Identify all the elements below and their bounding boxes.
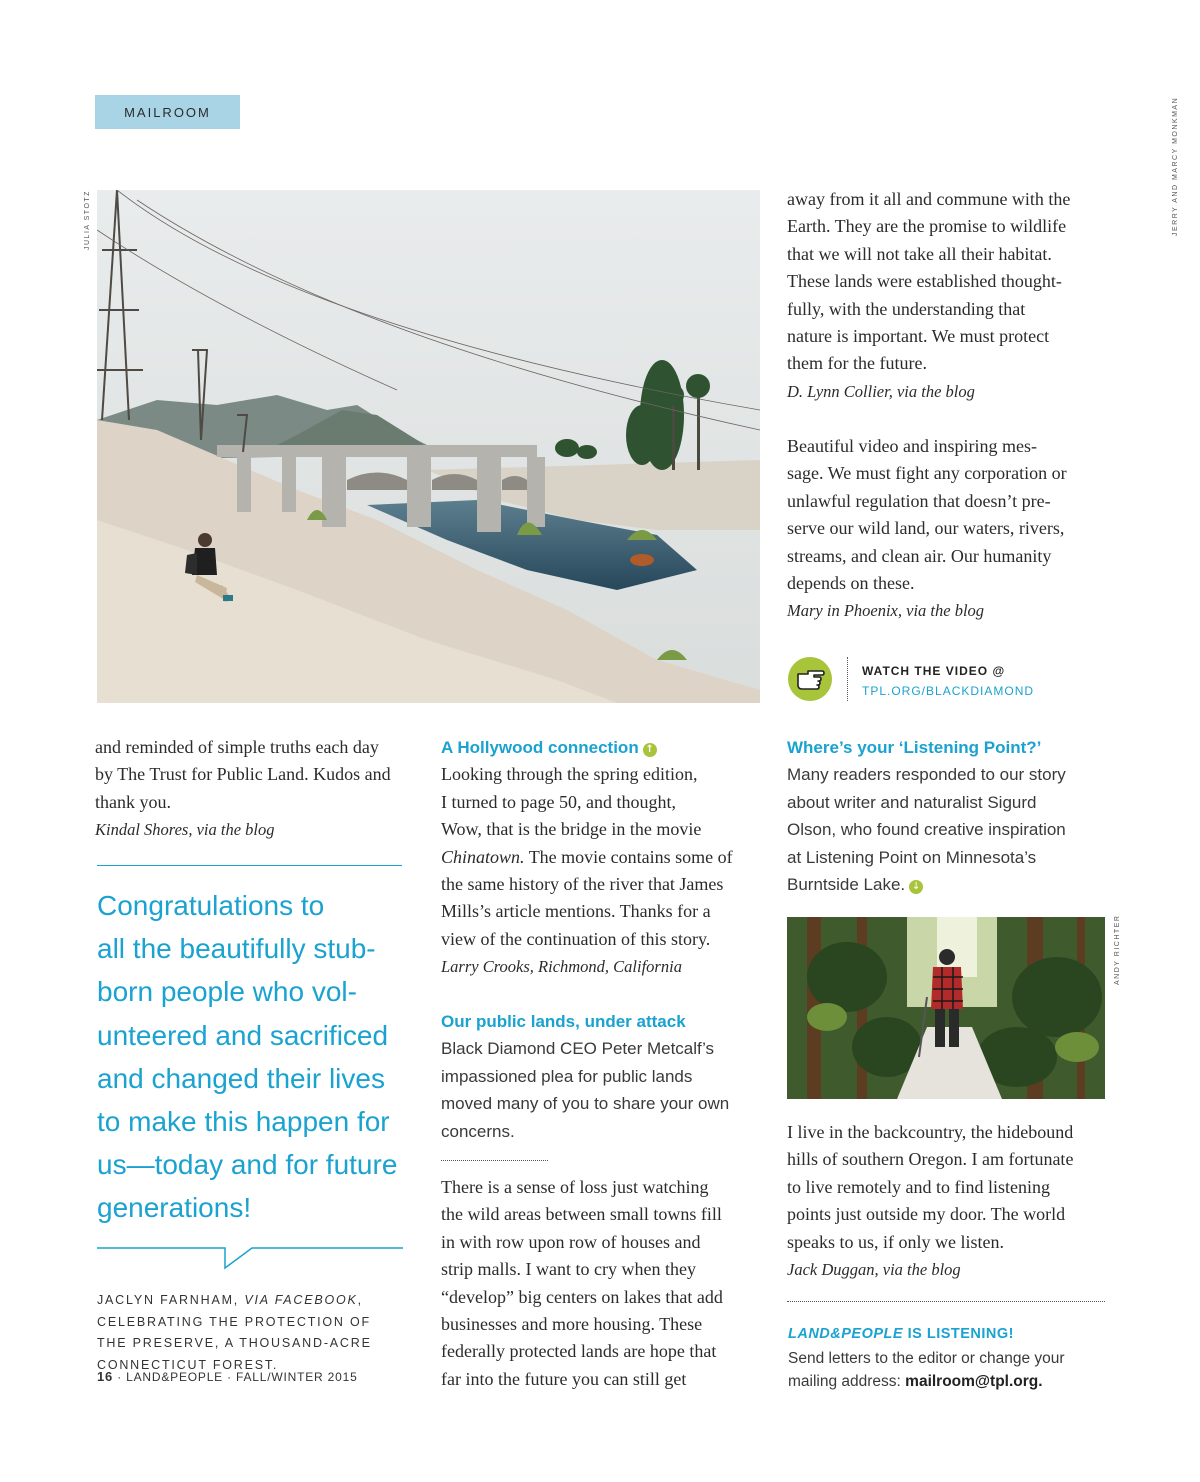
footer-text: · LAND&PEOPLE · FALL/WINTER 2015 [117,1370,358,1384]
pointing-hand-icon[interactable] [788,657,832,701]
page-number: 16 [97,1369,114,1384]
video-link[interactable]: TPL.ORG/BLACKDIAMOND [862,684,1035,698]
quote-line: all the beautifully stub- [97,933,376,965]
text-line: Many readers responded to our story [787,765,1066,785]
hollywood-heading: A Hollywood connection ↑ [441,734,761,761]
text-line: depends on these. [787,573,915,594]
attribution-line: CONNECTICUT FOREST. [97,1358,279,1373]
video-title: WATCH THE VIDEO @ [862,664,1006,678]
video-divider [847,657,848,701]
text-line: mailing address: mailroom@tpl.org. [788,1373,1043,1390]
attribution-line: JACLYN FARNHAM, VIA FACEBOOK, [97,1293,363,1307]
text-line: to live remotely and to find listening [787,1176,1050,1197]
page-footer [97,1369,358,1384]
attack-section [441,1008,761,1145]
letter-phoenix [787,433,1117,625]
quote-line: Congratulations to [97,890,325,921]
photo-credit-top-right: JERRY AND MARCY MONKMAN [1172,96,1179,236]
text-line: Black Diamond CEO Peter Metcalf’s [441,1039,715,1059]
quote-line: and changed their lives [97,1062,385,1094]
text-line: Beautiful video and inspiring mes- [787,436,1037,456]
text-line: at Listening Point on Minnesota’s [787,847,1037,867]
pull-quote [97,884,417,1230]
text-line: These lands were established thought- [787,271,1062,292]
text-line: the wild areas between small towns fill [441,1204,722,1225]
text-line: nature is important. We must protect [787,326,1050,347]
dotted-divider [441,1160,548,1161]
attribution-line: CELEBRATING THE PROTECTION OF [97,1314,371,1329]
text-line: streams, and clean air. Our humanity [787,545,1052,566]
text-line: Chinatown. The movie contains some of [441,846,733,867]
text-line: away from it all and commune with the [787,189,1071,209]
text-line: Send letters to the editor or change your [788,1350,1065,1367]
text-line: serve our wild land, our waters, rivers, [787,518,1065,539]
text-line: moved many of you to share your own [441,1094,730,1114]
text-line: thank you. [95,791,171,812]
letter-kindal [95,734,415,844]
text-line: and reminded of simple truths each day [95,737,379,757]
text-line: view of the continuation of this story. [441,928,711,949]
letter-signature: Larry Crooks, Richmond, California [441,957,682,977]
listening-promo-heading: LAND&PEOPLE IS LISTENING! [788,1326,1014,1342]
text-line: Olson, who found creative inspiration [787,820,1066,840]
quote-line: born people who vol- [97,976,357,1008]
forest-photo [787,917,1105,1099]
text-line: Mills’s article mentions. Thanks for a [441,901,711,922]
text-line: points just outside my door. The world [787,1204,1066,1225]
letter-signature: Mary in Phoenix, via the blog [787,601,985,621]
text-line: Wow, that is the bridge in the movie [441,819,702,840]
quote-line: generations! [97,1192,252,1224]
hollywood-section [441,734,761,981]
text-line: hills of southern Oregon. I am fortunate [787,1149,1074,1170]
letter-signature: Jack Duggan, via the blog [787,1260,961,1280]
river-photo-illustration [97,190,760,703]
text-line: Earth. They are the promise to wildlife [787,216,1067,237]
text-line: federally protected lands are hope that [441,1341,717,1362]
divider-rule [97,865,402,866]
pointing-hand-glyph [788,657,832,701]
arrow-down-icon: ↓ [909,880,923,894]
quote-line: us—today and for future [97,1149,398,1181]
arrow-up-icon: ↑ [643,743,657,757]
attack-heading: Our public lands, under attack [441,1012,686,1031]
text-line: that we will not take all their habitat. [787,243,1052,264]
text-line: the same history of the river that James [441,874,724,895]
letter-duggan [787,1119,1117,1283]
river-photo [97,190,760,703]
attribution-line: THE PRESERVE, A THOUSAND-ACRE [97,1336,372,1351]
quote-line: to make this happen for [97,1106,390,1138]
text-line: There is a sense of loss just watching [441,1177,709,1197]
text-line: them for the future. [787,353,927,374]
text-line: “develop” big centers on lakes that add [441,1286,723,1307]
speech-bubble-rule [97,1240,403,1270]
text-line: strip malls. I want to cry when they [441,1259,696,1280]
text-line: speaks to us, if only we listen. [787,1231,1004,1252]
listening-heading: Where’s your ‘Listening Point?’ [787,738,1042,757]
text-line: sage. We must fight any corporation or [787,463,1067,484]
text-line: about writer and naturalist Sigurd [787,792,1037,812]
text-line: far into the future you can still get [441,1368,687,1389]
email-link[interactable]: mailroom@tpl.org. [905,1373,1043,1390]
photo-credit-main: JULIA STOTZ [84,190,91,250]
text-line: fully, with the understanding that [787,298,1026,319]
quote-attribution [97,1290,417,1377]
text-line: unlawful regulation that doesn’t pre- [787,490,1051,511]
letter-signature: D. Lynn Collier, via the blog [787,381,975,401]
listening-section [787,734,1117,898]
section-tab: MAILROOM [95,95,240,129]
dotted-divider [787,1301,1105,1302]
photo-credit-small: ANDY RICHTER [1114,914,1121,985]
text-line: Looking through the spring edition, [441,764,698,785]
listening-promo-body [788,1347,1108,1393]
letter-collier [787,186,1117,405]
text-line: Burntside Lake. ↓ [787,871,1117,898]
quote-line: unteered and sacrificed [97,1019,389,1051]
text-line: in with row upon row of houses and [441,1231,701,1252]
text-line: by The Trust for Public Land. Kudos and [95,764,391,785]
text-line: concerns. [441,1121,515,1141]
text-line: I turned to page 50, and thought, [441,791,676,812]
text-line: I live in the backcountry, the hidebound [787,1122,1074,1142]
letter-loss [441,1174,761,1393]
letter-signature: Kindal Shores, via the blog [95,820,275,840]
forest-photo-illustration [787,917,1105,1099]
text-line: businesses and more housing. These [441,1314,703,1335]
text-line: impassioned plea for public lands [441,1066,693,1086]
